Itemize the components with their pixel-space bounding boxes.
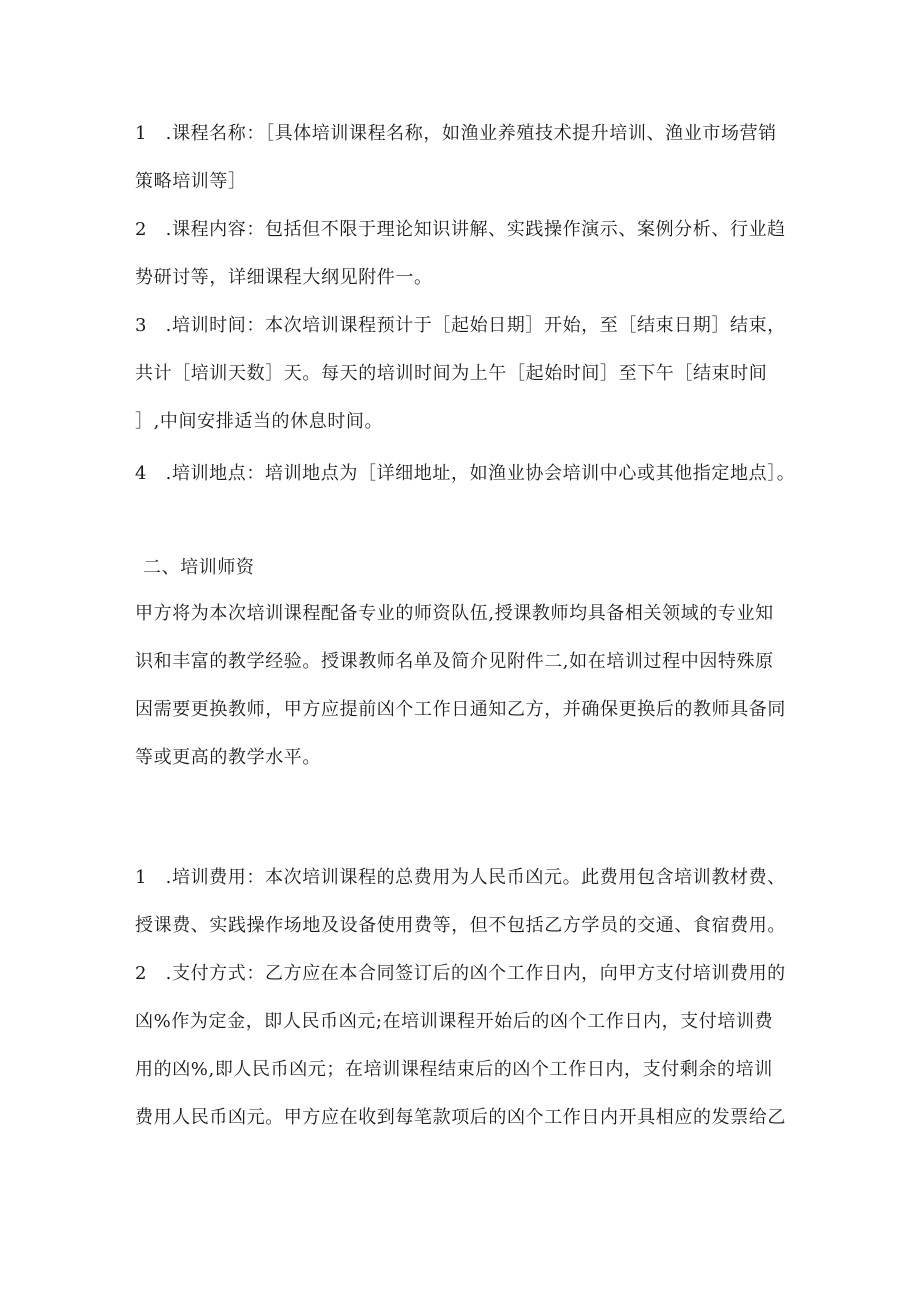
text-line: ］,中间安排适当的休息时间。 — [135, 411, 384, 432]
text-line: 甲方将为本次培训课程配备专业的师资队伍,授课教师均具备相关领域的专业知 — [135, 603, 774, 624]
text-line: 2 .课程内容：包括但不限于理论知识讲解、实践操作演示、案例分析、行业趋 — [135, 219, 786, 240]
text-line: 等或更高的教学水平。 — [135, 747, 321, 768]
text-line: 费用人民币凶元。甲方应在收到每笔款项后的凶个工作日内开具相应的发票给乙 — [135, 1107, 786, 1128]
text-line: 1 .培训费用：本次培训课程的总费用为人民币凶元。此费用包含培训教材费、 — [135, 867, 786, 888]
text-line: 势研讨等，详细课程大纲见附件一。 — [135, 267, 433, 288]
text-line: 因需要更换教师，甲方应提前凶个工作日通知乙方，并确保更换后的教师具备同 — [135, 699, 786, 720]
text-line: 3 .培训时间：本次培训课程预计于［起始日期］开始，至［结束日期］结束， — [135, 315, 786, 336]
text-line: 4 .培训地点：培训地点为［详细地址，如渔业协会培训中心或其他指定地点］。 — [135, 463, 796, 484]
text-line: 1 .课程名称：［具体培训课程名称，如渔业养殖技术提升培训、渔业市场营销 — [135, 123, 777, 144]
text-line: 策略培训等］ — [135, 171, 247, 192]
text-line: 共计［培训天数］天。每天的培训时间为上午［起始时间］至下午［结束时间 — [135, 363, 768, 384]
section-heading: 二、培训师资 — [143, 557, 255, 578]
text-line: 用的凶%,即人民币凶元；在培训课程结束后的凶个工作日内，支付剩余的培训 — [135, 1059, 773, 1080]
text-line: 2 .支付方式：乙方应在本合同签订后的凶个工作日内，向甲方支付培训费用的 — [135, 963, 786, 984]
text-line: 凶%作为定金，即人民币凶元;在培训课程开始后的凶个工作日内，支付培训费 — [135, 1011, 774, 1032]
text-line: 授课费、实践操作场地及设备使用费等，但不包括乙方学员的交通、食宿费用。 — [135, 915, 786, 936]
text-line: 识和丰富的教学经验。授课教师名单及简介见附件二,如在培训过程中因特殊原 — [135, 651, 774, 672]
